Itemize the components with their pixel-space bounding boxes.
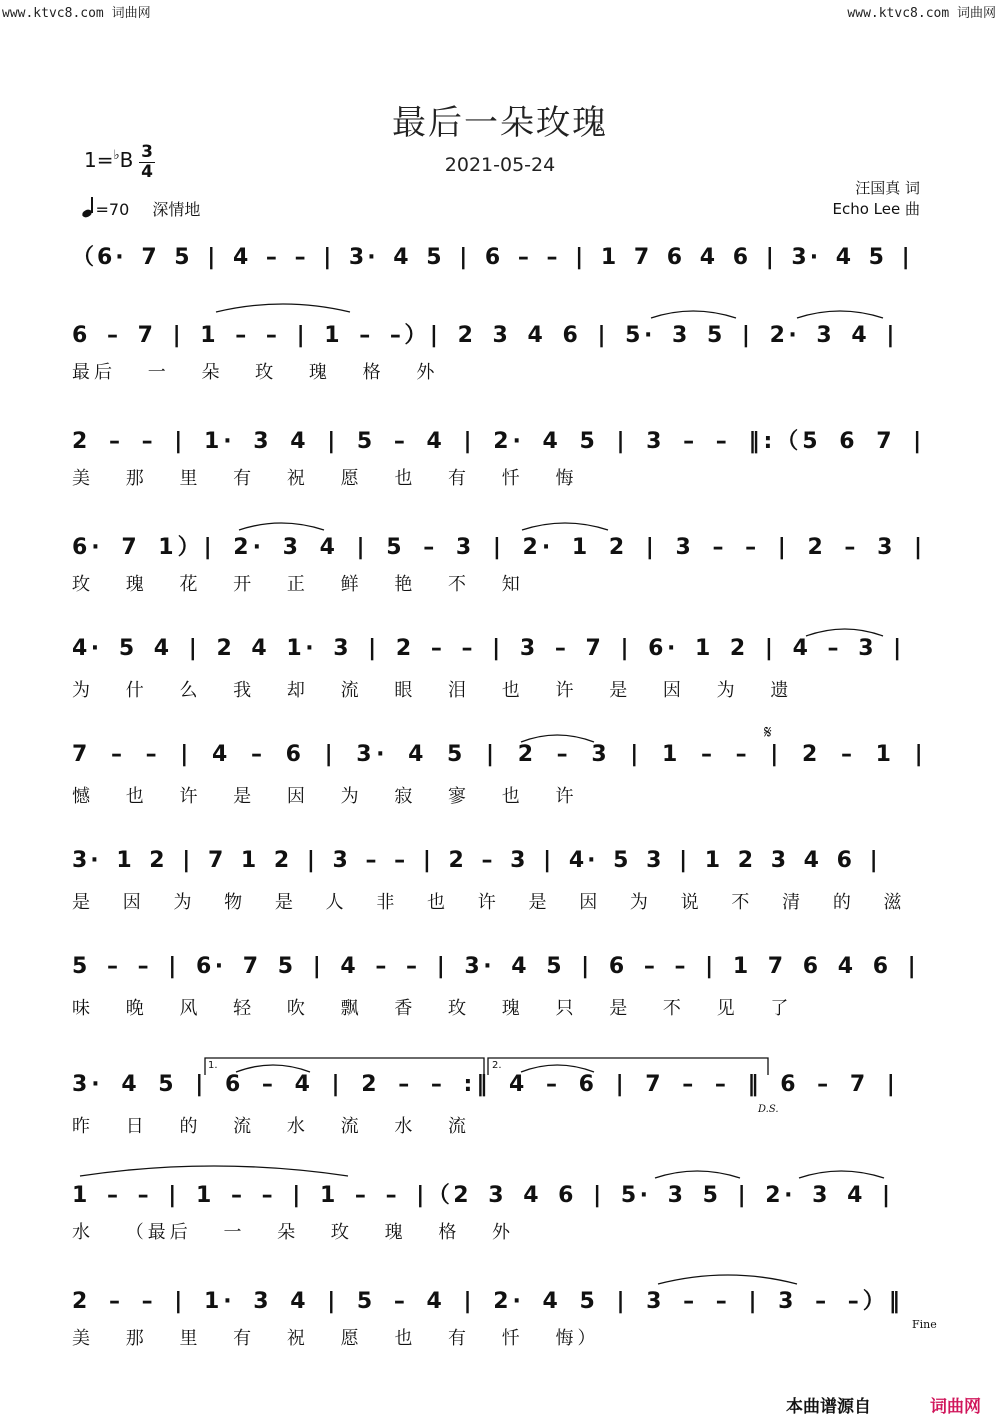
fine-marking: Fine: [912, 1318, 937, 1331]
notation-line: 3· 1 2 | 7 1 2 | 3 – – | 2 – 3 | 4· 5 3 | 1 2 3 4 6 |: [72, 848, 881, 873]
lyric-line: 昨 日 的 流 水 流 水 流: [72, 1116, 471, 1137]
notation-line: 5 – – | 6· 7 5 | 4 – – | 3· 4 5 | 6 – – | 1 7 6 4 6 |: [72, 954, 920, 979]
segno-sign: 𝄋: [764, 722, 772, 743]
slur: [236, 1065, 310, 1072]
notation-line: （6· 7 5 | 4 – – | 3· 4 5 | 6 – – | 1 7 6 4 6 | 3· 4 5 |: [72, 245, 913, 270]
slur: [797, 311, 883, 318]
slur: [651, 311, 736, 318]
lyric-line: 最后 一 朵 玫 瑰 格 外: [72, 362, 439, 383]
lyric-line: 憾 也 许 是 因 为 寂 寥 也 许: [72, 786, 578, 807]
song-date: 2021-05-24: [444, 154, 556, 176]
key-signature: [84, 148, 133, 172]
lyric-line: 美 那 里 有 祝 愿 也 有 忏 悔）: [72, 1328, 600, 1349]
notation-line: 2 – – | 1· 3 4 | 5 – 4 | 2· 4 5 | 3 – – | 3 – –）‖: [72, 1289, 904, 1314]
key-prefix: 1=: [84, 148, 114, 172]
slur: [80, 1166, 348, 1176]
credits: [833, 178, 921, 220]
lyric-line: 玫 瑰 花 开 正 鲜 艳 不 知: [72, 574, 524, 595]
slur: [806, 629, 883, 636]
notation-line: 6· 7 1）| 2· 3 4 | 5 – 3 | 2· 1 2 | 3 – – | 2 – 3 |: [72, 535, 927, 560]
slur: [522, 523, 608, 530]
slur: [658, 1275, 797, 1284]
mood-marking: 深情地: [152, 200, 201, 219]
composer: Echo Lee 曲: [832, 200, 920, 218]
time-denominator: 4: [141, 162, 153, 182]
volta-2-label: 2.: [492, 1060, 502, 1071]
time-signature: [138, 143, 156, 182]
watermark-left: www.ktvc8.com 词曲网: [2, 6, 151, 21]
footer-source-label: 本曲谱源自: [786, 1397, 871, 1417]
lyric-line: 为 什 么 我 却 流 眼 泪 也 许 是 因 为 遗: [72, 680, 793, 701]
lyric-line: 味 晚 风 轻 吹 飘 香 玫 瑰 只 是 不 见 了: [72, 998, 793, 1019]
volta-1-label: 1.: [208, 1060, 218, 1071]
song-title: 最后一朵玫瑰: [392, 103, 608, 143]
tempo-marking: [82, 197, 200, 220]
slur: [655, 1171, 740, 1178]
lyric-line: 美 那 里 有 祝 愿 也 有 忏 悔: [72, 468, 578, 489]
notation-line: 4· 5 4 | 2 4 1· 3 | 2 – – | 3 – 7 | 6· 1 2 | 4 – 3 |: [72, 636, 905, 661]
notation-line: 3· 4 5 | 6 – 4 | 2 – – :‖ 4 – 6 | 7 – – ‖ 6 – 7 |: [72, 1072, 899, 1097]
lyric-line: 水 （最后 一 朵 玫 瑰 格 外: [72, 1222, 515, 1243]
notation-line: 6 – 7 | 1 – – | 1 – –）| 2 3 4 6 | 5· 3 5 | 2· 3 4 |: [72, 323, 898, 348]
lyricist: 汪国真 词: [855, 179, 920, 197]
notation-line: 2 – – | 1· 3 4 | 5 – 4 | 2· 4 5 | 3 – – ‖:（5 6 7 |: [72, 429, 926, 454]
lyric-line: [72, 280, 928, 306]
flat-sign: ♭: [113, 148, 120, 163]
slur: [239, 523, 324, 530]
slur: [521, 735, 594, 742]
slur: [799, 1171, 884, 1178]
tempo-value: =70: [95, 200, 130, 219]
slur: [521, 1065, 594, 1072]
notation-line: 1 – – | 1 – – | 1 – – |（2 3 4 6 | 5· 3 5 | 2· 3 4 |: [72, 1183, 894, 1208]
key-note: B: [119, 148, 134, 172]
notation-line: 7 – – | 4 – 6 | 3· 4 5 | 2 – 3 | 1 – – | 2 – 1 |: [72, 742, 928, 767]
watermark-right: www.ktvc8.com 词曲网: [847, 6, 996, 21]
time-numerator: 3: [141, 142, 153, 162]
footer-source-site[interactable]: 词曲网: [930, 1397, 981, 1417]
ds-marking: D.S.: [758, 1104, 779, 1115]
lyric-line: 是 因 为 物 是 人 非 也 许 是 因 为 说 不 清 的 滋: [72, 892, 906, 913]
